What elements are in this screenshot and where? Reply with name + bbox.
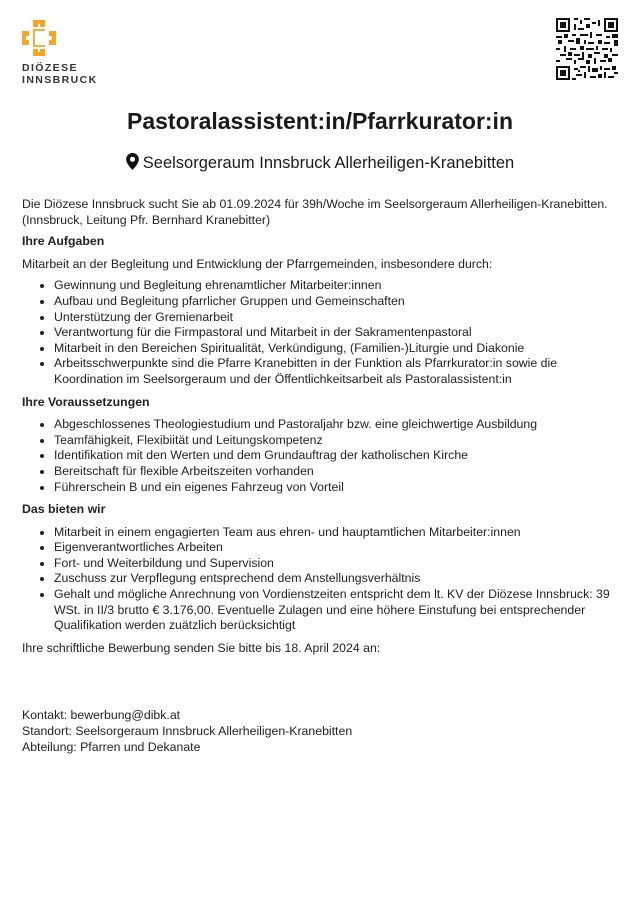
list-item: • Zuschuss zur Verpflegung entsprechend dem Anstellungsverhältnis: [54, 571, 622, 587]
offers-heading: Das bieten wir: [22, 502, 106, 517]
list-item: • Teamfähigkeit, Flexibiität und Leitungskompetenz: [54, 433, 622, 449]
map-pin-icon: [126, 153, 139, 170]
list-item: • Gehalt und mögliche Anrechnung von Vordienstzeiten entspricht dem lt. KV der Diözese Innsbruck: 39 WSt. in II/3 brutto € 3.176,00. Eventuelle Zulagen und eine höhere Einstufung bei entsprechender Qualifikation werden zuätzlich berücksichtigt: [54, 587, 622, 634]
logo-line-1: DIÖZESE: [22, 62, 78, 74]
job-description: [22, 197, 622, 755]
location-line: [0, 153, 640, 173]
contact-block: [22, 708, 622, 755]
offers-list: [22, 525, 622, 634]
requirements-heading: Ihre Voraussetzungen: [22, 394, 150, 409]
contact-department: Abteilung: Pfarren und Dekanate: [22, 739, 201, 754]
requirements-list: [22, 417, 622, 495]
tasks-heading: Ihre Aufgaben: [22, 234, 105, 249]
logo-line-2: INNSBRUCK: [22, 74, 98, 86]
list-item: • Aufbau und Begleitung pfarrlicher Gruppen und Gemeinschaften: [54, 294, 622, 310]
list-item: • Unterstützung der Gremienarbeit: [54, 310, 622, 326]
list-item: • Gewinnung und Begleitung ehrenamtlicher Mitarbeiter:innen: [54, 278, 622, 294]
location-text: Seelsorgeraum Innsbruck Allerheiligen-Kranebitten: [142, 154, 515, 172]
page-title: Pastoralassistent:in/Pfarrkurator:in: [126, 108, 513, 134]
application-text: Ihre schriftliche Bewerbung senden Sie bitte bis 18. April 2024 an:: [22, 640, 381, 655]
list-item: • Eigenverantwortliches Arbeiten: [54, 540, 622, 556]
qr-code-icon: [556, 18, 618, 80]
list-item: • Mitarbeit in den Bereichen Spiritualität, Verkündigung, (Familien-)Liturgie und Diakonie: [54, 341, 622, 357]
diocese-logo: [22, 20, 132, 86]
list-item: • Verantwortung für die Firmpastoral und Mitarbeit in der Sakramentenpastoral: [54, 325, 622, 341]
list-item: • Fort- und Weiterbildung und Supervision: [54, 556, 622, 572]
list-item: • Bereitschaft für flexible Arbeitszeiten vorhanden: [54, 464, 622, 480]
list-item: • Identifikation mit den Werten und dem Grundauftrag der katholischen Kirche: [54, 448, 622, 464]
list-item: • Arbeitsschwerpunkte sind die Pfarre Kranebitten in der Funktion als Pfarrkurator:in sowie die Koordination im Seelsorgeraum und der Öffentlichkeitsarbeit als Pastoralassistent:in: [54, 356, 622, 387]
list-item: • Mitarbeit in einem engagierten Team aus ehren- und hauptamtlichen Mitarbeiter:innen: [54, 525, 622, 541]
contact-site: Standort: Seelsorgeraum Innsbruck Allerheiligen-Kranebitten: [22, 724, 353, 739]
tasks-lead: Mitarbeit an der Begleitung und Entwicklung der Pfarrgemeinden, insbesondere durch:: [22, 256, 493, 271]
tasks-list: [22, 278, 622, 387]
contact-email[interactable]: Kontakt: bewerbung@dibk.at: [22, 708, 181, 723]
list-item: • Abgeschlossenes Theologiestudium und Pastoraljahr bzw. eine gleichwertige Ausbildung: [54, 417, 622, 433]
intro-text: Die Diözese Innsbruck sucht Sie ab 01.09.2024 für 39h/Woche im Seelsorgeraum Allerheiligen-Kranebitten. (Innsbruck, Leitung Pfr. Bernhard Kranebitter): [22, 197, 608, 227]
diocese-cross-logo-icon: [22, 20, 56, 56]
list-item: • Führerschein B und ein eigenes Fahrzeug von Vorteil: [54, 480, 622, 496]
